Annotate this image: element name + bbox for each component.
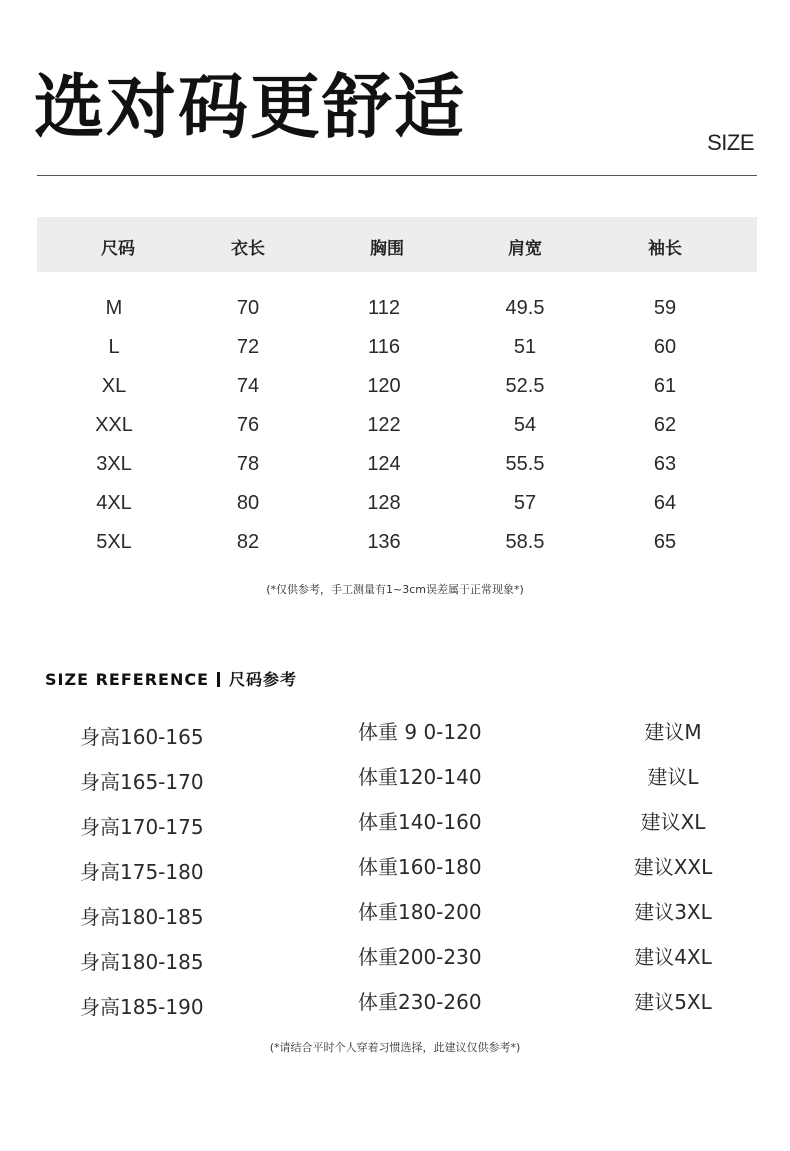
list-item bbox=[0, 715, 790, 760]
cell-length: 72 bbox=[236, 336, 260, 358]
cell-chest: 122 bbox=[367, 414, 401, 436]
reference-suggest: 建议M bbox=[644, 720, 702, 744]
cell-shoulder: 57 bbox=[513, 492, 537, 514]
cell-length: 82 bbox=[236, 531, 260, 553]
cell-sleeve: 59 bbox=[653, 297, 677, 319]
measurement-note: (*仅供参考，手工测量有1~3cm误差属于正常现象*) bbox=[266, 583, 524, 596]
cell-chest: 112 bbox=[368, 297, 400, 319]
reference-weight: 体重200-230 bbox=[358, 945, 482, 969]
cell-shoulder: 54 bbox=[513, 414, 537, 436]
cell-chest: 120 bbox=[367, 375, 401, 397]
reference-suggest: 建议XXL bbox=[633, 855, 713, 879]
cell-size: M bbox=[105, 297, 123, 319]
reference-height: 身高180-185 bbox=[80, 950, 204, 974]
cell-shoulder: 51 bbox=[513, 336, 537, 358]
reference-suggest: 建议5XL bbox=[634, 990, 712, 1014]
reference-height: 身高170-175 bbox=[80, 815, 204, 839]
cell-chest: 128 bbox=[367, 492, 401, 514]
table-row bbox=[0, 450, 790, 489]
cell-chest: 116 bbox=[368, 336, 400, 358]
page-title: 选对码更舒适 bbox=[34, 66, 466, 148]
size-table-body bbox=[0, 294, 790, 567]
reference-weight: 体重160-180 bbox=[358, 855, 482, 879]
cell-sleeve: 62 bbox=[653, 414, 677, 436]
reference-height: 身高185-190 bbox=[80, 995, 204, 1019]
reference-height: 身高180-185 bbox=[80, 905, 204, 929]
size-table-header bbox=[37, 217, 757, 272]
reference-weight: 体重180-200 bbox=[358, 900, 482, 924]
cell-size: 3XL bbox=[96, 453, 132, 475]
cell-length: 80 bbox=[236, 492, 260, 514]
column-header-shoulder: 肩宽 bbox=[508, 239, 542, 259]
table-row bbox=[0, 294, 790, 333]
reference-suggest: 建议3XL bbox=[634, 900, 712, 924]
column-header-length: 衣长 bbox=[231, 239, 265, 259]
list-item bbox=[0, 850, 790, 895]
cell-sleeve: 60 bbox=[653, 336, 677, 358]
size-reference-heading bbox=[45, 667, 297, 690]
size-label: SIZE bbox=[707, 130, 754, 155]
list-item bbox=[0, 760, 790, 805]
table-row bbox=[0, 333, 790, 372]
size-reference-heading-cn: 尺码参考 bbox=[229, 670, 298, 689]
list-item bbox=[0, 895, 790, 940]
reference-weight: 体重230-260 bbox=[358, 990, 482, 1014]
column-header-size: 尺码 bbox=[101, 239, 135, 259]
table-row bbox=[0, 489, 790, 528]
list-item bbox=[0, 985, 790, 1030]
cell-length: 70 bbox=[236, 297, 260, 319]
header-divider bbox=[37, 175, 757, 176]
reference-weight: 体重120-140 bbox=[358, 765, 482, 789]
cell-size: XXL bbox=[95, 414, 133, 436]
cell-size: 4XL bbox=[96, 492, 132, 514]
column-header-chest: 胸围 bbox=[370, 239, 404, 259]
cell-length: 76 bbox=[236, 414, 260, 436]
cell-shoulder: 49.5 bbox=[505, 297, 545, 319]
reference-height: 身高175-180 bbox=[80, 860, 204, 884]
cell-sleeve: 64 bbox=[653, 492, 677, 514]
cell-shoulder: 58.5 bbox=[505, 531, 545, 553]
cell-shoulder: 52.5 bbox=[505, 375, 545, 397]
cell-sleeve: 65 bbox=[653, 531, 677, 553]
cell-length: 78 bbox=[236, 453, 260, 475]
cell-chest: 136 bbox=[367, 531, 401, 553]
size-reference-list bbox=[0, 715, 790, 1030]
heading-separator bbox=[217, 672, 220, 687]
table-row bbox=[0, 411, 790, 450]
reference-note: (*请结合平时个人穿着习惯选择，此建议仅供参考*) bbox=[269, 1041, 521, 1054]
cell-length: 74 bbox=[236, 375, 260, 397]
cell-size: L bbox=[108, 336, 120, 358]
reference-suggest: 建议L bbox=[647, 765, 699, 789]
reference-suggest: 建议4XL bbox=[634, 945, 712, 969]
cell-size: 5XL bbox=[96, 531, 132, 553]
column-header-sleeve: 袖长 bbox=[648, 239, 682, 259]
table-row bbox=[0, 528, 790, 567]
table-row bbox=[0, 372, 790, 411]
size-reference-heading-en: SIZE REFERENCE bbox=[45, 670, 209, 689]
list-item bbox=[0, 805, 790, 850]
reference-weight: 体重 9 0-120 bbox=[358, 720, 482, 744]
reference-suggest: 建议XL bbox=[640, 810, 706, 834]
list-item bbox=[0, 940, 790, 985]
cell-chest: 124 bbox=[367, 453, 401, 475]
reference-height: 身高165-170 bbox=[80, 770, 204, 794]
cell-sleeve: 63 bbox=[653, 453, 677, 475]
reference-weight: 体重140-160 bbox=[358, 810, 482, 834]
cell-size: XL bbox=[101, 375, 127, 397]
cell-sleeve: 61 bbox=[653, 375, 677, 397]
reference-height: 身高160-165 bbox=[80, 725, 204, 749]
cell-shoulder: 55.5 bbox=[505, 453, 545, 475]
